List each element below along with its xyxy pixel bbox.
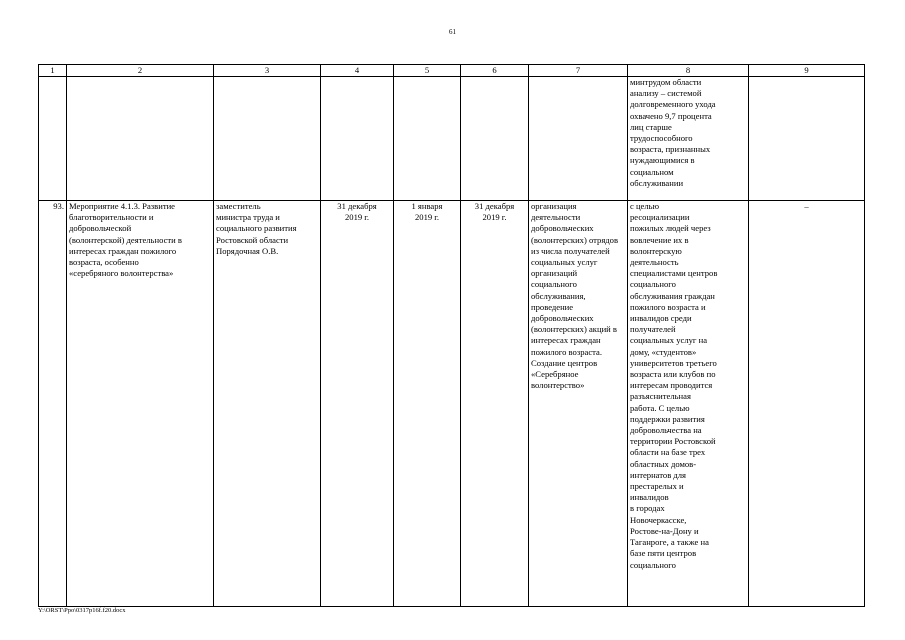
text-line: (волонтерской) деятельности в xyxy=(69,234,182,245)
header-row xyxy=(39,65,865,77)
header-cell-8: 8 xyxy=(628,65,749,77)
text-line: социальном xyxy=(630,166,674,177)
page-number: 61 xyxy=(449,28,456,36)
text-line: инвалидов среди xyxy=(630,313,692,324)
text-line: территории Ростовской xyxy=(630,436,716,447)
actual-end-date-cell xyxy=(461,201,529,607)
header-cell-5: 5 xyxy=(394,65,461,77)
text-line: нуждающимися в xyxy=(630,155,695,166)
measures-table xyxy=(38,64,865,607)
header-cell-6: 6 xyxy=(461,65,529,77)
text-line: интересах граждан пожилого xyxy=(69,245,177,256)
table-row xyxy=(39,201,865,607)
text-line: деятельность xyxy=(630,257,679,268)
text-line: социальных услуг на xyxy=(630,335,708,346)
text-line: «серебряного волонтерства» xyxy=(69,268,174,279)
text-line: организация xyxy=(531,201,577,211)
text-line: социального xyxy=(630,279,676,290)
text-line: Мероприятие 4.1.3. Развитие xyxy=(69,201,175,211)
text-line: трудоспособного xyxy=(630,133,693,144)
text-line: Ростове-на-Дону и xyxy=(630,525,699,536)
text-line: добровольческих xyxy=(531,223,594,234)
text-line: работа. С целью xyxy=(630,402,690,413)
responsible-cell xyxy=(214,201,321,607)
text-line: министра труда и xyxy=(216,212,280,223)
text-line: университетов третьего xyxy=(630,357,717,368)
text-line: Новочеркасске, xyxy=(630,514,687,525)
measure-name-cell xyxy=(67,201,214,607)
text-line: волонтерство» xyxy=(531,380,585,391)
text-line: специалистами центров xyxy=(630,268,718,279)
header-cell-2: 2 xyxy=(67,65,214,77)
header-cell-1: 1 xyxy=(39,65,67,77)
text-line: пожилого возраста и xyxy=(630,301,706,312)
row-number: 93. xyxy=(39,201,67,607)
text-line: с целью xyxy=(630,201,660,211)
text-line: инвалидов xyxy=(630,492,669,503)
text-line: добровольчества на xyxy=(630,425,702,436)
text-line: областных домов- xyxy=(630,458,697,469)
text-line: обслуживания, xyxy=(531,290,586,301)
text-line: благотворительности и xyxy=(69,212,154,223)
cell xyxy=(461,77,529,201)
text-line: из числа получателей xyxy=(531,245,610,256)
header-cell-3: 3 xyxy=(214,65,321,77)
planned-result-cell xyxy=(529,201,628,607)
header-cell-7: 7 xyxy=(529,65,628,77)
text-line: добровольческих xyxy=(531,313,594,324)
continued-row xyxy=(39,77,865,201)
text-line: 31 декабря xyxy=(337,201,377,211)
text-line: (волонтерских) акций в xyxy=(531,324,617,335)
cell xyxy=(394,77,461,201)
text-line: социального xyxy=(531,279,577,290)
cell xyxy=(214,77,321,201)
text-line: престарелых и xyxy=(630,481,684,492)
text-line: минтрудом области xyxy=(630,77,702,87)
text-line: интересам проводится xyxy=(630,380,713,391)
text-line: деятельности xyxy=(531,212,581,223)
cell xyxy=(529,77,628,201)
text-line: Создание центров xyxy=(531,357,598,368)
actual-result-cell xyxy=(628,201,749,607)
text-line: 2019 г. xyxy=(482,212,507,223)
text-line: обслуживания граждан xyxy=(630,290,715,301)
text-line: волонтерскую xyxy=(630,245,682,256)
text-line: возраста, особенно xyxy=(69,257,139,268)
cell xyxy=(67,77,214,201)
text-line: базе пяти центров xyxy=(630,548,697,559)
text-line: поддержки развития xyxy=(630,413,705,424)
actual-start-date-cell xyxy=(394,201,461,607)
continued-result-cell xyxy=(628,77,749,201)
text-line: 2019 г. xyxy=(414,212,440,223)
header-cell-9: 9 xyxy=(749,65,865,77)
text-line: (волонтерских) отрядов xyxy=(531,234,619,245)
text-line: «Серебряное xyxy=(531,369,579,380)
text-line: 31 декабря xyxy=(474,201,515,211)
text-line: дому, «студентов» xyxy=(630,346,697,357)
text-line: ресоциализации xyxy=(630,212,690,223)
text-line: возраста, признанных xyxy=(630,144,711,155)
text-line: области на базе трех xyxy=(630,447,706,458)
text-line: вовлечение их в xyxy=(630,234,689,245)
text-line: 1 января xyxy=(411,201,443,211)
text-line: социального xyxy=(630,559,676,570)
notes-cell: – xyxy=(749,201,865,607)
text-line: пожилых людей через xyxy=(630,223,711,234)
text-line: заместитель xyxy=(216,201,261,211)
text-line: долговременного ухода xyxy=(630,99,716,110)
text-line: проведение xyxy=(531,301,574,312)
text-line: Порядочная О.В. xyxy=(216,245,279,256)
text-line: лиц старше xyxy=(630,121,672,132)
text-line: анализу – системой xyxy=(630,88,702,99)
planned-end-date-cell xyxy=(321,201,394,607)
text-line: обслуживании xyxy=(630,177,684,188)
text-line: пожилого возраста. xyxy=(531,346,602,357)
text-line: в городах xyxy=(630,503,665,514)
text-line: 2019 г. xyxy=(344,212,370,223)
text-line: интересах граждан xyxy=(531,335,601,346)
text-line: охвачено 9,7 процента xyxy=(630,110,712,121)
text-line: получателей xyxy=(630,324,676,335)
cell xyxy=(39,77,67,201)
text-line: Таганроге, а также на xyxy=(630,537,709,548)
footer-file-path: Y:\ORST\Ppo\0317p16f.f20.docx xyxy=(38,607,126,614)
header-cell-4: 4 xyxy=(321,65,394,77)
text-line: социальных услуг xyxy=(531,257,598,268)
text-line: возраста или клубов по xyxy=(630,369,716,380)
cell xyxy=(749,77,865,201)
text-line: Ростовской области xyxy=(216,234,289,245)
cell xyxy=(321,77,394,201)
text-line: организаций xyxy=(531,268,578,279)
text-line: социального развития xyxy=(216,223,297,234)
text-line: интернатов для xyxy=(630,469,687,480)
text-line: добровольческой xyxy=(69,223,132,234)
text-line: разъяснительная xyxy=(630,391,691,402)
